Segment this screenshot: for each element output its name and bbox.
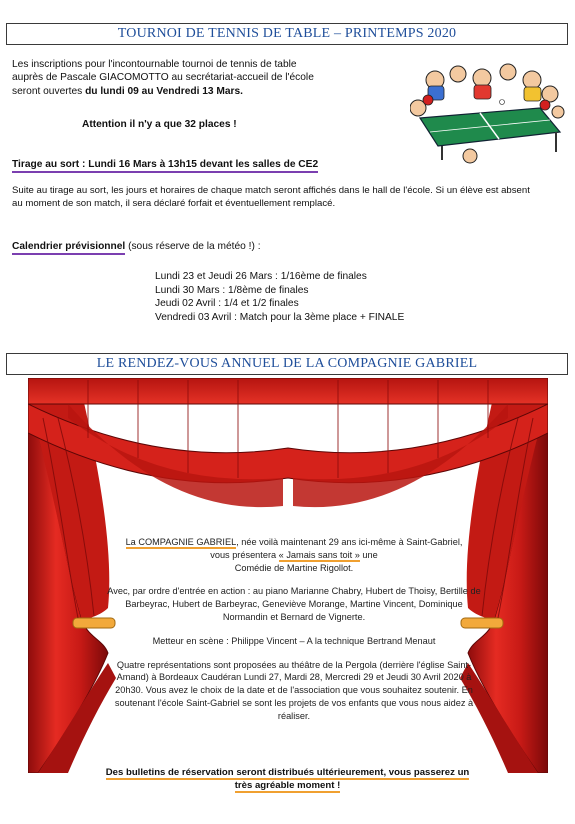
play-author: Comédie de Martine Rigollot. (234, 562, 354, 573)
tournament-intro (12, 58, 412, 98)
theater-direction: Metteur en scène : Philippe Vincent – A la technique Bertrand Menaut (152, 635, 436, 646)
attention-notice: Attention il n'y a que 32 places ! (82, 119, 237, 130)
theater-banner (6, 353, 568, 375)
calendar-label: Calendrier prévisionnel (12, 241, 125, 255)
schedule-item: Lundi 23 et Jeudi 26 Mars : 1/16ème de finales (155, 271, 367, 282)
tournament-title: TOURNOI DE TENNIS DE TABLE – PRINTEMPS 2020 (117, 26, 457, 41)
draw-details-line-2: au moment de son match, il sera déclaré forfait et éventuellement remplacé. (12, 198, 336, 209)
intro-line-3: seront ouvertes du lundi 09 au Vendredi 13 Mars. (12, 85, 244, 97)
schedule-item: Vendredi 03 Avril : Match pour la 3ème place + FINALE (155, 311, 405, 323)
company-name: La COMPAGNIE GABRIEL (125, 537, 237, 547)
tournament-banner (6, 23, 568, 45)
footer-line-2: très agréable moment ! (234, 780, 341, 791)
play-title: « Jamais sans toit » (278, 549, 360, 560)
schedule-item: Lundi 30 Mars : 1/8ème de finales (155, 284, 309, 296)
theater-intro: La COMPAGNIE GABRIEL, née voilà maintenant 29 ans ici-même à Saint-Gabriel, vous présentera « Jamais sans toit » une Comédie de Martine Rigollot. (125, 537, 463, 573)
theater-cast: Avec, par ordre d'entrée en action : au piano Marianne Chabry, Hubert de Thoisy, Bertille de Barbeyrac, Hubert de Barbeyrac, Geneviève Morange, Martine Vincent, Dominique Normandin et Bernard de Vignerte. (107, 586, 481, 622)
schedule-list (155, 270, 404, 324)
intro-line-2: auprès de Pascale GIACOMOTTO au secrétariat-accueil de l'école (12, 72, 314, 84)
reservation-notice (95, 766, 480, 792)
ping-pong-illustration (410, 60, 565, 165)
calendar-heading (12, 240, 261, 253)
theater-title: LE RENDEZ-VOUS ANNUEL DE LA COMPAGNIE GABRIEL (96, 356, 478, 371)
theater-performances: Quatre représentations sont proposées au théâtre de la Pergola (derrière l'église Saint-Amand) à Bordeaux Caudéran Lundi 27, Mardi 28, Mercredi 29 et Jeudi 30 Avril 2020 à 20h30. Vous avez le choix de la date et de l'association que vous souhaitez soutenir. En soutenant l'école Saint-Gabriel se sont les projets de vos enfants que vous nous aidez à réaliser. (114, 659, 474, 721)
schedule-item: Jeudi 02 Avril : 1/4 et 1/2 finales (155, 298, 299, 310)
intro-line-1: Les inscriptions pour l'incontournable tournoi de tennis de table (12, 59, 297, 70)
registration-dates: du lundi 09 au Vendredi 13 Mars. (85, 85, 244, 97)
draw-info (12, 158, 318, 171)
draw-details (12, 184, 564, 210)
footer-line-1: Des bulletins de réservation seront distribués ultérieurement, vous passerez un (105, 767, 470, 778)
theater-description (105, 536, 483, 734)
draw-line: Tirage au sort : Lundi 16 Mars à 13h15 devant les salles de CE2 (12, 159, 318, 173)
calendar-note: (sous réserve de la météo !) : (125, 241, 261, 252)
draw-details-line-1: Suite au tirage au sort, les jours et horaires de chaque match seront affichés dans le hall de l'école. Si un élève est absent (12, 185, 530, 196)
